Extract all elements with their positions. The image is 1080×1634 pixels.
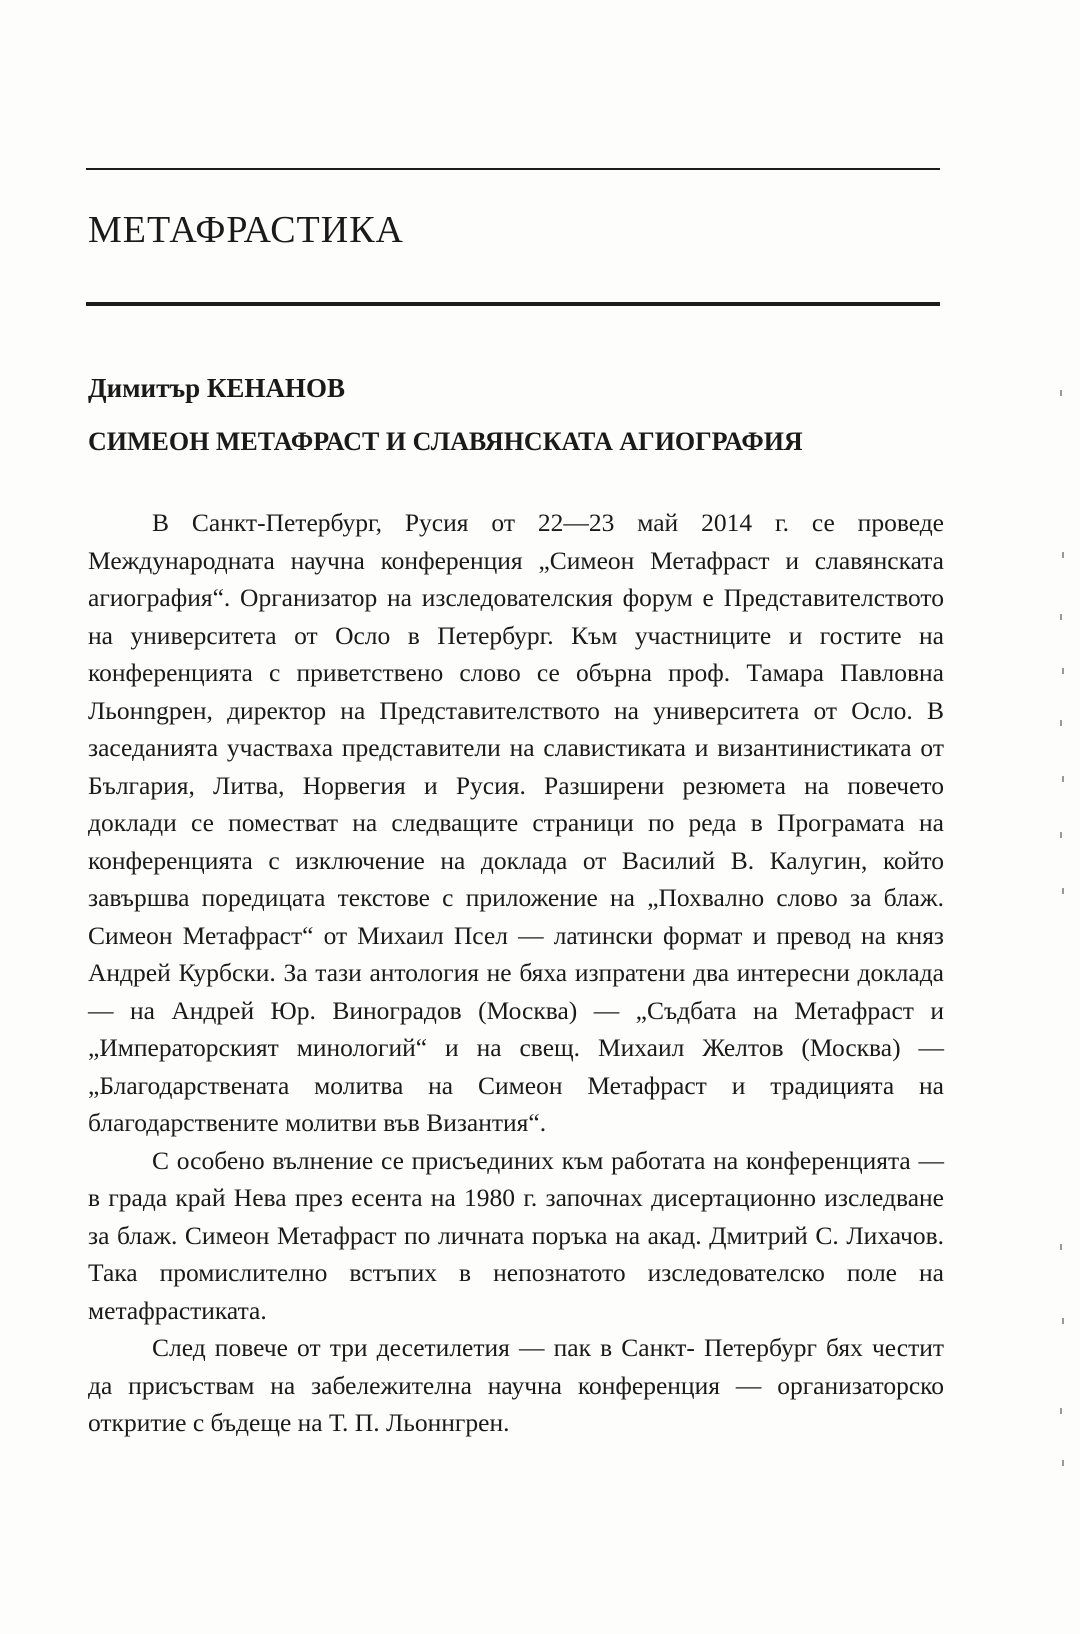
scan-edge-marks [1040, 0, 1080, 1634]
scan-mark [1062, 1318, 1064, 1324]
article-author: Димитър КЕНАНОВ [88, 373, 345, 403]
scan-mark [1062, 1460, 1064, 1466]
scan-mark [1060, 1408, 1062, 1414]
article-body [88, 504, 944, 1442]
paragraph-1: В Санкт-Петербург, Русия от 22—23 май 2014 г. се проведе Международната научна конференция „Симеон Метафраст и славянската агиография“. Организатор на изследователския форум е Представителството на университета от Осло в Петербург. Към участниците и гостите на конференцията с приветствено слово се обърна проф. Тамара Павловна Льонngрен, директор на Представителството на университета от Осло. В заседанията участваха представители на славистиката и византинистиката от България, Литва, Норвегия и Русия. Разширени резюмета на повечето доклади се поместват на следващите страници по реда в Програмата на конференцията с изключение на доклада от Василий В. Калугин, който завършва поредицата текстове с приложение на „Похвално слово за блаж. Симеон Метафраст“ от Михаил Псел — латински формат и превод на княз Андрей Курбски. За тази антология не бяха изпратени два интересни доклада — на Андрей Юр. Виноградов (Москва) — „Съдбата на Метафраст и „Императорският минологий“ и на свещ. Михаил Желтов (Москва) — „Благодарствената молитва на Симеон Метафраст и традицията на благодарствените молитви във Византия“. [88, 508, 944, 1137]
scan-mark [1060, 614, 1062, 620]
article-title: СИМЕОН МЕТАФРАСТ И СЛАВЯНСКАТА АГИОГРАФИЯ [88, 427, 803, 456]
scan-mark [1060, 832, 1062, 838]
paragraph-3: След повече от три десетилетия — пак в Санкт- Петербург бях честит да присъствам на забележителна научна конференция — организаторско откритие с бъдеще на Т. П. Льоннгрен. [88, 1333, 944, 1437]
section-title: МЕТАФРАСТИКА [88, 209, 404, 251]
scan-mark [1062, 888, 1064, 894]
paragraph-2: С особено вълнение се присъединих към работата на конференцията — в града край Нева през есента на 1980 г. започнах дисертационно изследване за блаж. Симеон Метафраст по личната поръка на акад. Дмитрий С. Лихачов. Така промислително встъпих в непознатото изследователско поле на метафрастиката. [88, 1145, 944, 1325]
scan-mark [1062, 552, 1064, 558]
scan-mark [1060, 390, 1062, 396]
header-rule-bottom [86, 302, 940, 306]
header-rule-top [86, 168, 940, 170]
scan-mark [1062, 668, 1064, 674]
scan-mark [1062, 776, 1064, 782]
scan-mark [1060, 1244, 1062, 1250]
scan-mark [1060, 720, 1062, 726]
